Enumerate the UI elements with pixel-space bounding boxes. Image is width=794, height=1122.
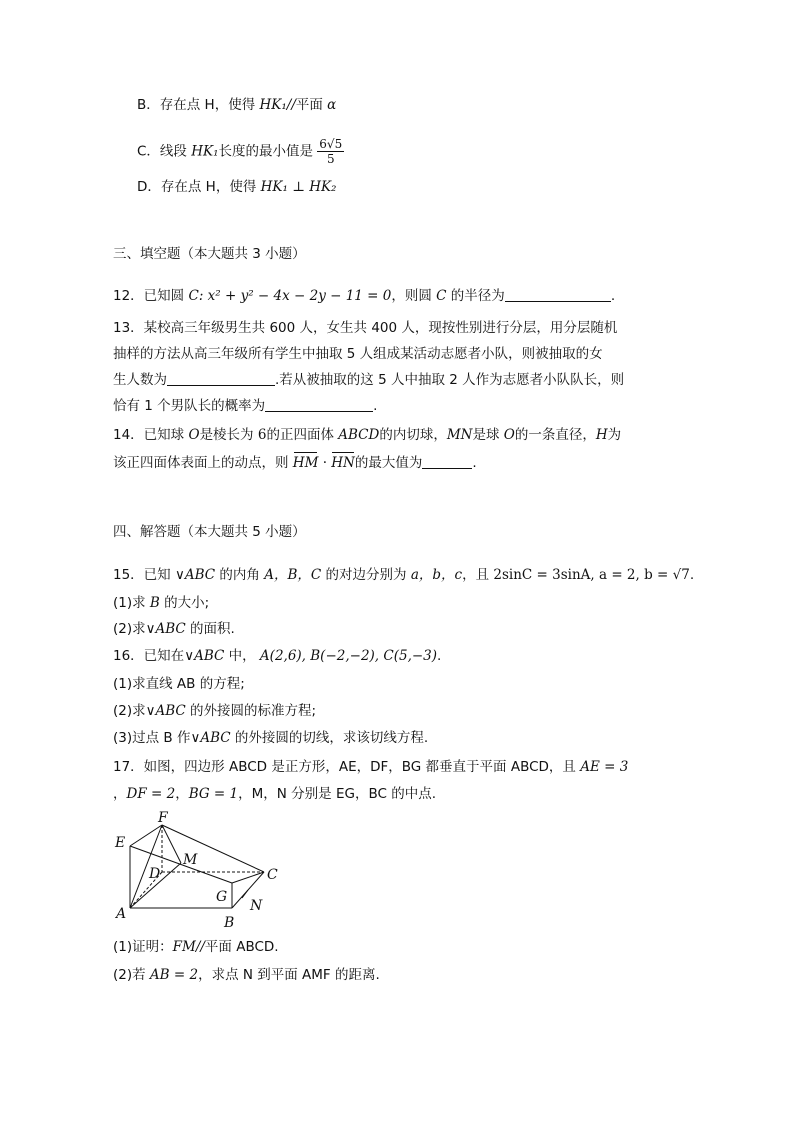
q16-line-1: 16．已知在∨ABC 中， A(2,6), B(−2,−2), C(5,−3).	[113, 648, 442, 664]
label-b: B	[224, 915, 235, 931]
option-b-plane: α	[327, 97, 337, 113]
label-m: M	[183, 852, 198, 868]
label-n: N	[250, 898, 263, 914]
q17-p1-a: (1)证明：	[113, 939, 173, 955]
option-b-plane-text: 平面	[295, 97, 328, 113]
fraction-numerator: 6√5	[319, 137, 343, 151]
q14-abcd: ABCD	[338, 427, 380, 443]
option-d	[137, 177, 336, 197]
q14-a: 14．已知球	[113, 427, 189, 443]
answer-blank[interactable]	[505, 287, 611, 302]
q14-six: 6	[257, 427, 267, 443]
q14-e: 是球	[472, 427, 504, 443]
q15-condition: 2sinC = 3sinA, a = 2, b = √7	[493, 567, 690, 583]
q16-triangle-3: ∨ABC	[190, 730, 231, 746]
q13-l4: 恰有 1 个男队长的概率为	[113, 398, 266, 414]
edge-ef	[130, 825, 162, 846]
option-b-text: B．存在点 H，使得	[137, 97, 260, 113]
q12-equation: C: x² + y² − 4x − 2y − 11 = 0	[188, 288, 392, 304]
q13-line-4: 恰有 1 个男队长的概率为 .	[113, 398, 378, 414]
answer-blank[interactable]	[422, 454, 472, 469]
q15-c: 的对边分别为	[321, 567, 411, 583]
q16-b: 中，	[224, 648, 260, 664]
fraction-denominator: 5	[326, 152, 335, 166]
option-c-expr: HK₁	[191, 143, 219, 160]
option-d-text: D．存在点 H，使得	[137, 179, 261, 195]
edge-eg	[130, 846, 232, 883]
q16-p2-b: 的外接圆的标准方程;	[185, 703, 317, 719]
edge-fm	[162, 825, 181, 863]
option-c	[137, 137, 344, 166]
q12-mid: ，则圆	[391, 288, 437, 304]
q14-g: 为	[607, 427, 622, 443]
q17-ab: AB = 2	[149, 967, 199, 983]
q16-triangle-2: ∨ABC	[145, 703, 186, 719]
q17-part-2	[113, 965, 380, 985]
q15-angles: A，B，C	[264, 567, 322, 583]
dot-operator: ·	[318, 455, 332, 471]
edge-fc	[162, 825, 264, 872]
option-c-fraction	[317, 137, 344, 166]
q13-line-3	[113, 370, 624, 390]
q17-ae: AE = 3	[580, 759, 629, 775]
geometry-figure	[112, 810, 302, 932]
q16-p3-b: 的外接圆的切线，求该切线方程.	[230, 730, 429, 746]
question-12: 12．已知圆 C: x² + y² − 4x − 2y − 11 = 0，则圆 C 的半径为 .	[113, 288, 616, 304]
answer-blank[interactable]	[265, 397, 373, 412]
q17-p1-b: 平面 ABCD.	[204, 939, 279, 955]
q15-triangle-2: ∨ABC	[145, 621, 186, 637]
q15-angle-b: B	[149, 595, 160, 611]
option-b	[137, 95, 336, 115]
q13-l3-b: .若从被抽取的这 5 人中抽取 2 人作为志愿者小队队长，则	[275, 372, 625, 388]
q16-part-1: (1)求直线 AB 的方程;	[113, 676, 245, 692]
q17-line-1	[113, 757, 628, 777]
q12-prefix: 12．已知圆	[113, 288, 189, 304]
q17-p2-b: ，求点 N 到平面 AMF 的距离.	[198, 967, 380, 983]
label-d: D	[149, 866, 161, 882]
q17-a: 17．如图，四边形 ABCD 是正方形，AE，DF，BG 都垂直于平面 ABCD，且	[113, 759, 581, 775]
q16-p2-a: (2)求	[113, 703, 146, 719]
label-a: A	[116, 906, 127, 922]
label-f: F	[158, 810, 168, 826]
q14-line-1	[113, 425, 621, 445]
q17-l2-a: ，	[113, 786, 127, 802]
q14-l2-a: 该正四面体表面上的动点，则	[113, 455, 293, 471]
section-3-title: 三、填空题（本大题共 3 小题）	[113, 246, 306, 262]
option-c-text2: 长度的最小值是	[218, 143, 318, 160]
q13-l3-a: 生人数为	[113, 372, 167, 388]
q14-l2-b: 的最大值为	[354, 455, 423, 471]
q14-o2: O	[503, 427, 515, 443]
q12-c: C	[436, 288, 447, 304]
label-g: G	[216, 889, 228, 905]
q16-a: 16．已知在	[113, 648, 185, 664]
q14-o: O	[188, 427, 200, 443]
q14-f: 的一条直径，	[514, 427, 596, 443]
q15-p2-a: (2)求	[113, 621, 146, 637]
q15-p2-b: 的面积.	[185, 621, 235, 637]
q15-part-1	[113, 593, 209, 613]
q15-b: 的内角	[215, 567, 265, 583]
edge-n-mark	[242, 890, 248, 898]
q13-line-1: 13．某校高三年级男生共 600 人，女生共 400 人，现按性别进行分层，用分层随机	[113, 320, 618, 336]
q14-line-2: 该正四面体表面上的动点，则 HM · HN的最大值为 .	[113, 455, 477, 471]
section-4-title: 四、解答题（本大题共 5 小题）	[113, 524, 306, 540]
q15-triangle: ∨ABC	[174, 567, 216, 583]
q14-d: 的内切球，	[379, 427, 447, 443]
q14-h: H	[595, 427, 608, 443]
q15-p1-b: 的大小;	[159, 595, 210, 611]
q16-part-3	[113, 728, 428, 748]
q17-l2-b: ，	[175, 786, 189, 802]
answer-blank[interactable]	[167, 371, 275, 386]
label-c: C	[267, 867, 278, 883]
q17-line-2	[113, 784, 436, 804]
label-e: E	[115, 835, 126, 851]
q13-line-2: 抽样的方法从高三年级所有学生中抽取 5 人组成某活动志愿者小队，则被抽取的女	[113, 346, 603, 362]
q16-points: A(2,6), B(−2,−2), C(5,−3)	[259, 648, 438, 664]
q17-part-1	[113, 937, 279, 957]
option-c-text: C．线段	[137, 143, 192, 160]
q14-c: 的正四面体	[266, 427, 339, 443]
q12-suffix: 的半径为	[446, 288, 505, 304]
q17-fm: FM//	[172, 939, 205, 955]
q14-b: 是棱长为	[199, 427, 258, 443]
option-b-expr: HK₁//	[259, 97, 296, 113]
q15-part-2	[113, 619, 235, 639]
q16-part-2	[113, 701, 316, 721]
q15-line-1: 15．已知 ∨ABC 的内角 A，B，C 的对边分别为 a，b，c，且 2sinC = 3sinA, a = 2, b = √7.	[113, 567, 695, 583]
q17-p2-a: (2)若	[113, 967, 150, 983]
q14-mn: MN	[446, 427, 473, 443]
q17-bg: BG = 1	[188, 786, 239, 802]
vector-hm: HM	[292, 455, 319, 471]
q16-triangle: ∨ABC	[184, 648, 225, 664]
q17-l2-c: ，M，N 分别是 EG，BC 的中点.	[238, 786, 436, 802]
q15-d: ，且	[462, 567, 494, 583]
q16-p3-a: (3)过点 B 作	[113, 730, 191, 746]
q15-p1-a: (1)求	[113, 595, 150, 611]
q17-df: DF = 2	[126, 786, 176, 802]
option-d-expr: HK₁ ⊥ HK₂	[260, 179, 337, 195]
q15-a: 15．已知	[113, 567, 175, 583]
vector-hn: HN	[331, 455, 355, 471]
q15-sides: a，b，c	[410, 567, 463, 583]
